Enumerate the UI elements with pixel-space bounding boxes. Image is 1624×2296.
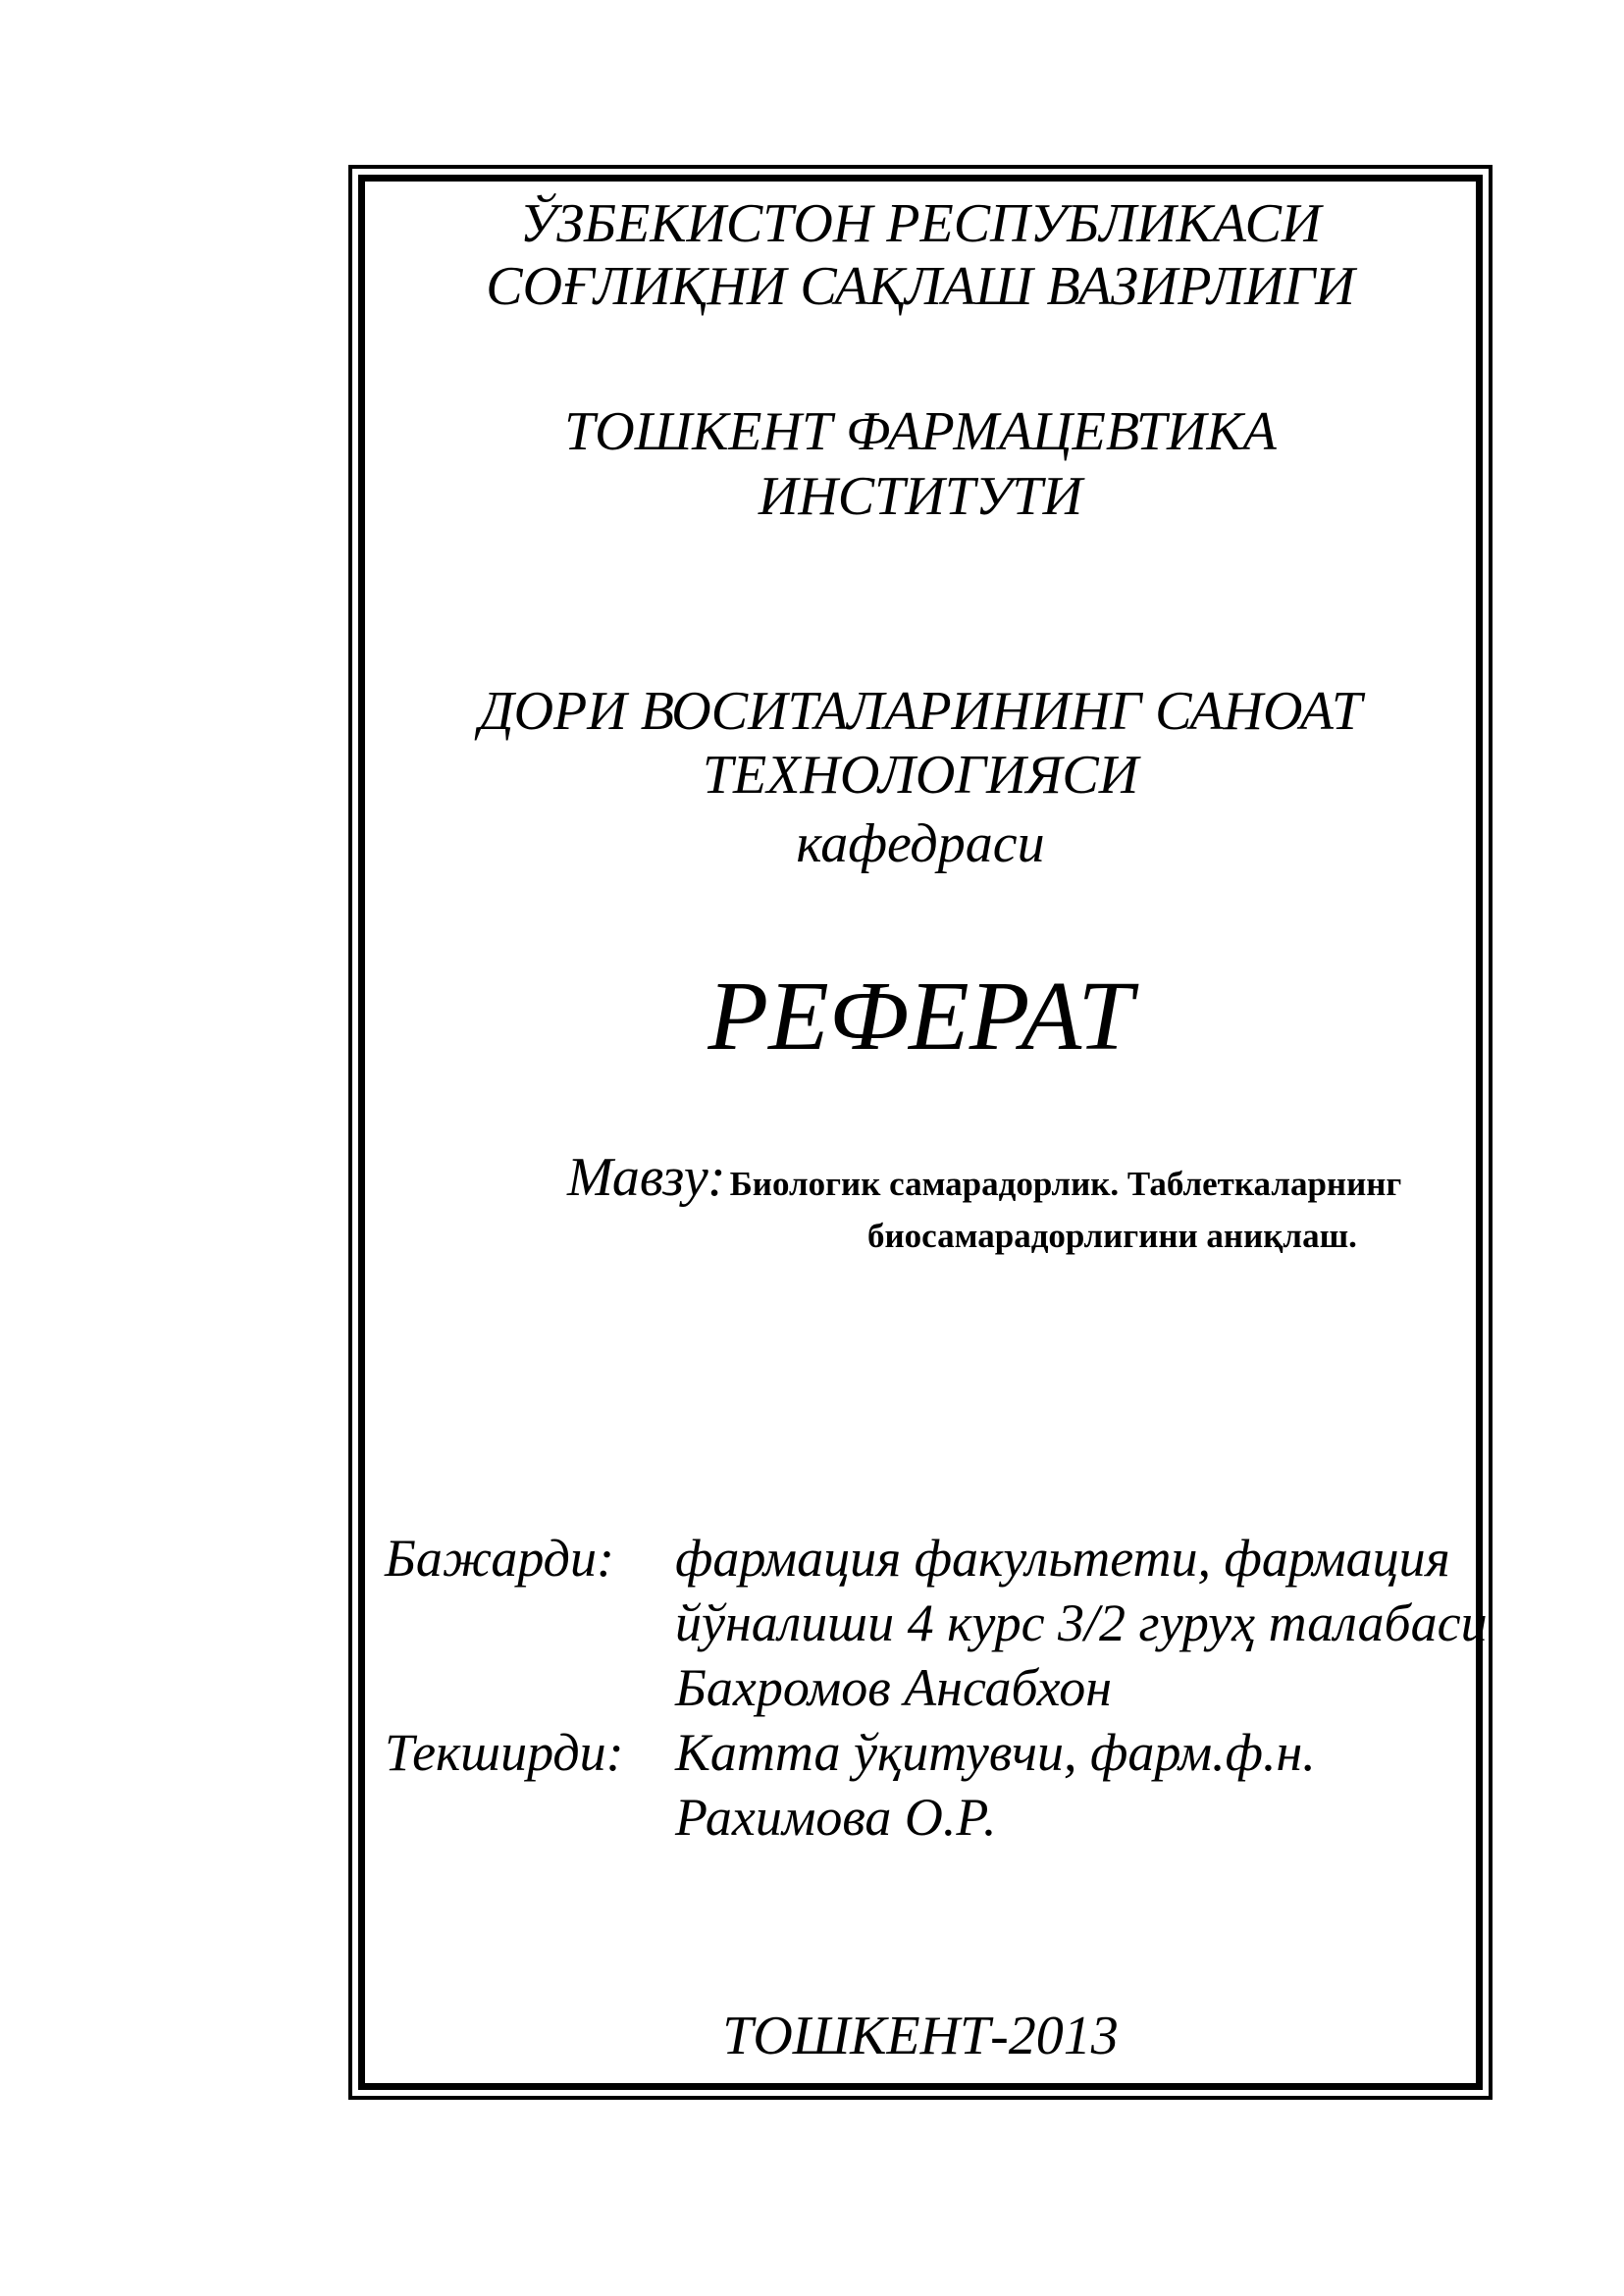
department-line-1: ДОРИ ВОСИТАЛАРИНИНГ САНОАТ <box>478 681 1363 742</box>
performed-line-1: фармация факультети, фармация <box>675 1529 1450 1588</box>
department-line-3: кафедраси <box>796 813 1045 874</box>
ministry-line-2: СОҒЛИҚНИ САҚЛАШ ВАЗИРЛИГИ <box>486 256 1355 317</box>
subject-label: Мавзу: <box>567 1147 726 1208</box>
performed-line-2: йўналиши 4 курс 3/2 гуруҳ талабаси <box>675 1593 1488 1652</box>
subject-line-1: Биологик самарадорлик. Таблеткаларнинг <box>729 1165 1402 1203</box>
institute-line-1: ТОШКЕНТ ФАРМАЦЕВТИКА <box>564 401 1277 462</box>
document-title: РЕФЕРАТ <box>707 961 1133 1070</box>
department-line-2: ТЕХНОЛОГИЯСИ <box>702 745 1139 806</box>
subject-block <box>567 1146 1401 1209</box>
institute-line-2: ИНСТИТУТИ <box>758 466 1083 527</box>
checked-label: Текширди: <box>385 1723 624 1782</box>
performed-line-3: Бахромов Ансабхон <box>675 1658 1112 1717</box>
checked-line-1: Катта ўқитувчи, фарм.ф.н. <box>675 1723 1316 1782</box>
performed-label: Бажарди: <box>385 1529 614 1588</box>
ministry-line-1: ЎЗБЕКИСТОН РЕСПУБЛИКАСИ <box>519 193 1322 254</box>
city-year: ТОШКЕНТ-2013 <box>722 2006 1119 2066</box>
checked-line-2: Рахимова О.Р. <box>675 1788 997 1847</box>
subject-line-2: биосамарадорлигини аниқлаш. <box>867 1217 1357 1255</box>
